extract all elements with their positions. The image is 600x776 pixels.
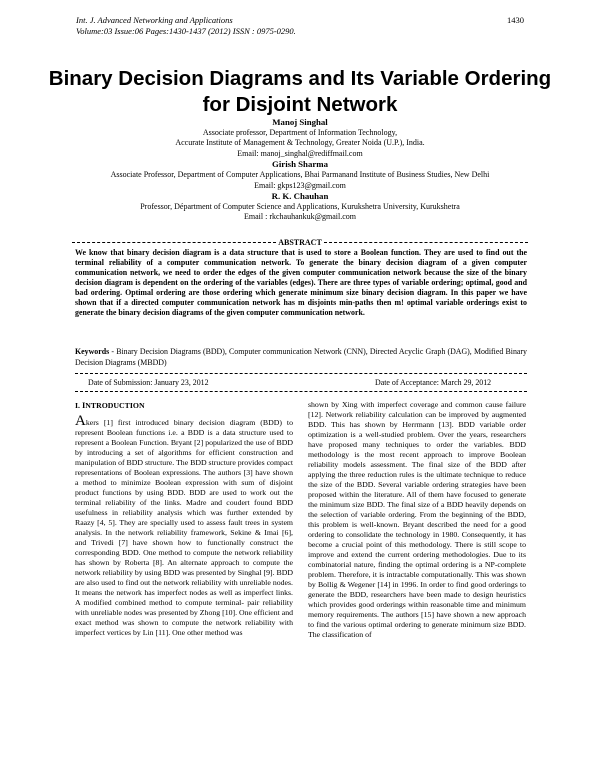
journal-volume: Volume:03 Issue:06 Pages:1430-1437 (2012) ISSN : 0975-0290. [76,25,296,36]
dashed-rule [75,391,527,392]
drop-cap: A [75,413,86,429]
page-number: 1430 [507,15,524,25]
author-affiliation: Accurate Institute of Management & Technology, Greater Noida (U.P.), India. [175,138,425,148]
journal-name: Int. J. Advanced Networking and Applications [76,15,233,25]
abstract-divider [72,237,528,247]
body-paragraph [75,413,293,638]
keywords-text: - Binary Decision Diagrams (BDD), Computer communication Network (CNN), Directed Acyclic Graph (DAG), Modified Binary Decision Diagrams (MBDD) [75,347,527,367]
section-title: NTRODUCTION [85,401,145,410]
dashed-rule [75,373,527,374]
submission-date: Date of Submission: January 23, 2012 [88,378,209,387]
section-number: I. [75,401,80,410]
abstract-label: ABSTRACT [278,237,322,247]
keywords [75,347,527,368]
author-name: Manoj Singhal [272,117,328,127]
author-email: Email: gkps123@gmail.com [254,180,346,190]
journal-header [76,15,296,36]
author-name: R. K. Chauhan [271,191,329,202]
section-heading [75,400,293,411]
body-text: kers [1] first introduced binary decision diagram (BDD) to represent Boolean functions i.e. a BDD is a data structure used to represent a Boolean Function. Bryant [2] popularized the use of BDD by introducing a set of algorithms for efficient construction and manipulation of BDD structure. The BDD structure provides compact representations of Boolean expressions. The authors [3] have shown a method to minimize Boolean expression with sum of disjoint product functions by using BDD. BDD are used to work out the terminal reliability of the links. Madre and coudert found BDD usefulness in reliability analysis which was further extended by Raazy [4, 5]. They are specially used to assess fault trees in system analysis. In the network reliability framework, Sekine & Imai [6], and Trivedi [7] have shown how to functionally construct the corresponding BDD. One method to compute the network reliability has shown by Roberta [8]. An alternate approach to compute the network reliability by using BDD was presented by Singhal [9]. BDD are also used to find out the network reliability with unreliable nodes. It means the network has imperfect nodes as well as imperfect links. A modified combined method to compute terminal- pair reliability with unreliable nodes was presented by Zhong [10]. One efficient and exact method was shown to compute the network reliability with imperfect vertices by Lin [11]. One other method was [75,418,293,637]
body-text: shown by Xing with imperfect coverage and common cause failure [12]. Network reliability calculation can be improved by augmented BDD. This has shown by Herrmann [13]. BDD variable order optimization is a well-studied problem. Over the years, researchers have proposed many techniques to order the variables. BDD methodology is the most recent approach to improve Boolean reliability models assessment. The final size of the BDD after applying the three reduction rules is the ultimate technique to reduce the size of the BDD. Several variable ordering strategies have been proposed within the literature. All of them have focused to generate the minimum size BDD. The final size of a BDD heavily depends on the selection of variable ordering. From the beginning of the BDD, this problem is well-known. Bryant described the need for a good ordering to consolidate the technology in 1980. Consequently, it has become a crucial point of this methodology. There is still scope to improve and extend the current ordering methodologies. Due to its combinatorial nature, finding the optimal ordering is a NP-complete problem. Therefore, it is intractable computationally. This was shown by Bollig & Wegener [14] in 1996. In order to find good orderings to generate the BDD, researchers have been made to design heuristics which provides good orderings within reasonable time and minimum memory requirements. The authors [15] have shown a new approach to find the various optimal ordering to generate minimum size BDD. The classification of [308,400,526,639]
author-block [20,117,580,223]
paper-title: Binary Decision Diagrams and Its Variable Ordering for Disjoint Network [48,67,552,116]
dashed-rule [324,242,528,243]
author-email: Email : rkchauhankuk@gmail.com [243,212,356,222]
body-column-right [308,400,526,640]
author-affiliation: Professor, Départment of Computer Science and Applications, Kurukshetra University, Kurukshetra [140,201,460,211]
author-affiliation: Associate Professor, Department of Computer Applications, Bhai Parmanand Institute of Business Studies, New Delhi [110,169,490,179]
abstract-text: We know that binary decision diagram is a data structure that is used to store a Boolean function. They are used to find out the terminal reliability of a computer communication network. To generate the binary decision diagram of a given computer communication network, we need to order the edges of the given computer communication network because the size of the binary decision diagram is dependent on the ordering of the variables (edges). There are three types of variable ordering; optimal, good and bad ordering. Optimal ordering are those ordering which generate minimum size binary decision diagram. In this paper we have shown that if a directed computer communication network has m disjoints min-paths then m! optimal variable orderings exist to generate the binary decision diagrams of the given computer communication network. [75,248,527,317]
body-column-left [75,400,293,638]
author-affiliation: Associate professor, Department of Information Technology, [202,127,398,137]
section-title-initial: I [81,400,86,410]
dashed-rule [72,242,276,243]
author-name: Girish Sharma [272,159,328,170]
author-email: Email: manoj_singhal@rediffmail.com [237,148,363,158]
acceptance-date: Date of Acceptance: March 29, 2012 [375,378,492,387]
keywords-label: Keywords [75,347,110,356]
